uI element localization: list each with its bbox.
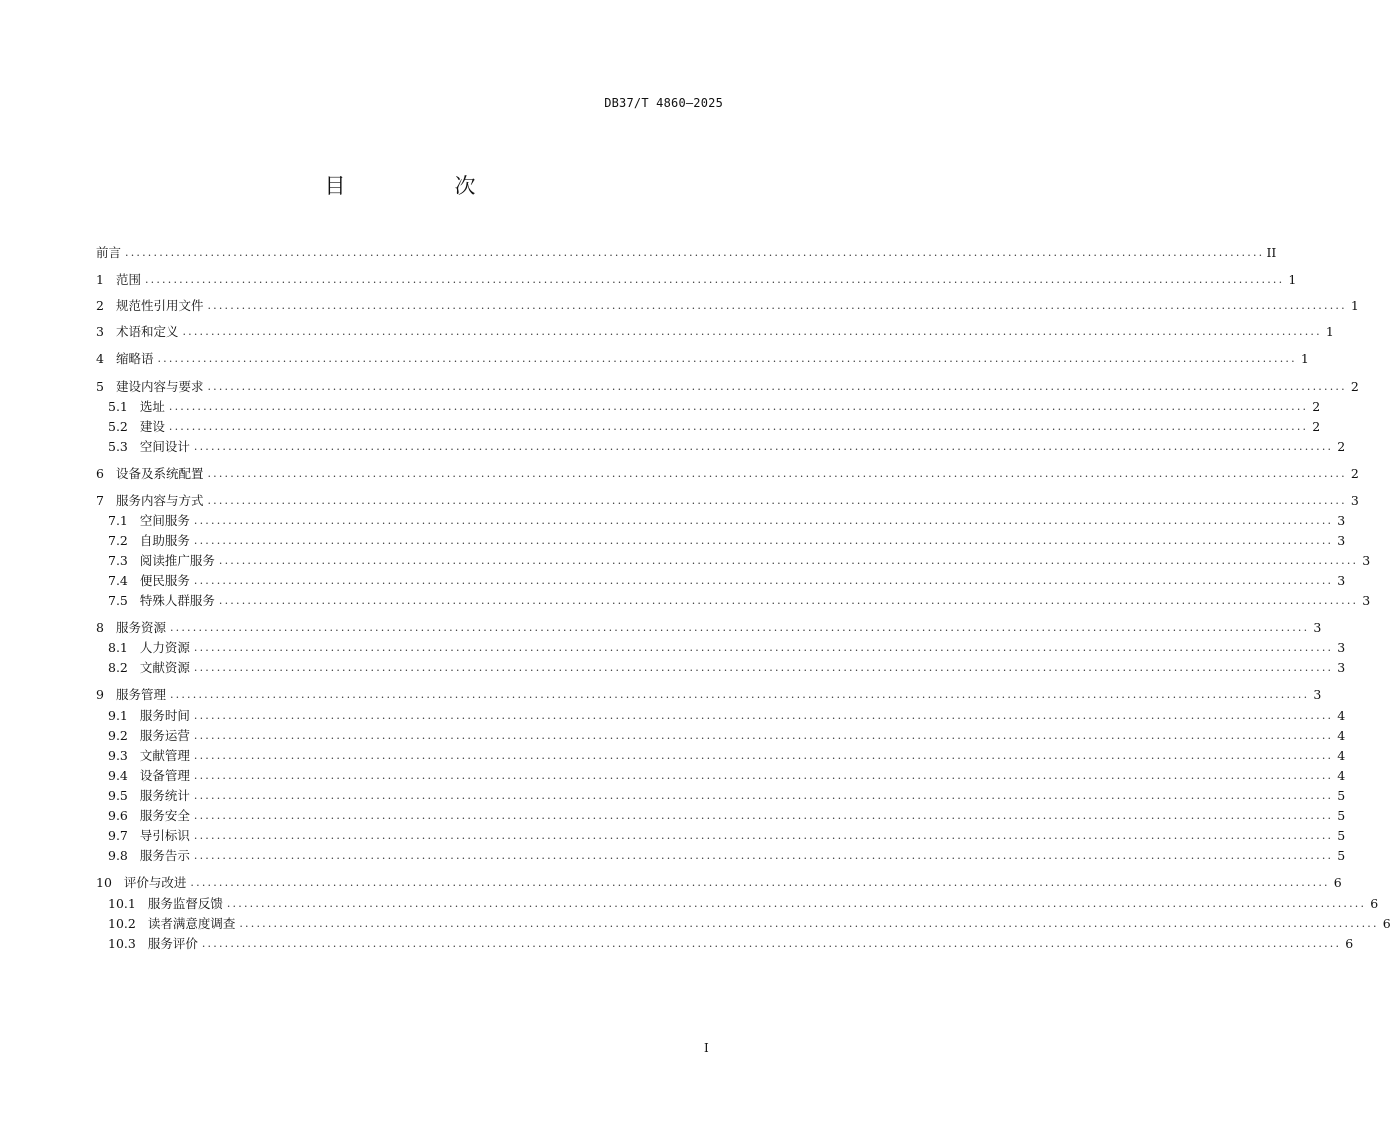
toc-entry-title: 选址 — [139, 399, 165, 414]
toc-entry-page: 5 — [1337, 788, 1346, 803]
toc-entry-title: 服务运营 — [139, 728, 190, 743]
toc-entry[interactable] — [96, 619, 1322, 637]
toc-entry[interactable] — [96, 438, 1346, 456]
toc-entry-number: 2 — [96, 298, 104, 313]
toc-entry-page: 6 — [1333, 875, 1342, 890]
toc-entry-page: 2 — [1312, 399, 1321, 414]
toc-entry-page: 1 — [1300, 351, 1309, 366]
toc-entry[interactable] — [96, 847, 1346, 865]
toc-entry[interactable] — [96, 639, 1346, 657]
toc-entry-title: 服务监督反馈 — [147, 896, 223, 911]
toc-leader-dots: ........................................................................................................................................................................................................ — [169, 621, 1310, 634]
toc-entry[interactable] — [96, 492, 1359, 510]
toc-leader-dots: ........................................................................................................................................................................................................ — [157, 352, 1297, 365]
toc-entry-page: 4 — [1337, 728, 1346, 743]
toc-entry-title: 服务时间 — [139, 708, 190, 723]
toc-entry[interactable] — [96, 686, 1322, 704]
toc-leader-dots: ........................................................................................................................................................................................................ — [168, 420, 1309, 433]
page-title: 目 次 — [324, 174, 520, 198]
toc-entry-page: 5 — [1337, 808, 1346, 823]
toc-entry-title: 设备管理 — [139, 768, 190, 783]
toc-entry-title: 便民服务 — [139, 573, 190, 588]
toc-entry-title: 服务内容与方式 — [115, 493, 204, 508]
toc-leader-dots: ........................................................................................................................................................................................................ — [207, 467, 1347, 480]
toc-entry-number: 9.6 — [108, 808, 128, 823]
toc-entry[interactable] — [96, 350, 1309, 368]
toc-entry-number: 9.2 — [108, 728, 128, 743]
toc-entry-title: 建设内容与要求 — [115, 379, 204, 394]
toc-entry-number: 5.3 — [108, 439, 128, 454]
toc-entry[interactable] — [96, 727, 1346, 745]
toc-entry[interactable] — [96, 271, 1297, 289]
toc-entry[interactable] — [96, 807, 1346, 825]
toc-leader-dots: ........................................................................................................................................................................................................ — [193, 829, 1334, 842]
toc-leader-dots: ........................................................................................................................................................................................................ — [125, 246, 1265, 259]
toc-leader-dots: ........................................................................................................................................................................................................ — [193, 709, 1334, 722]
toc-entry-number: 9.5 — [108, 788, 128, 803]
toc-entry-page: 4 — [1337, 748, 1346, 763]
toc-leader-dots: ........................................................................................................................................................................................................ — [193, 641, 1334, 654]
toc-entry-number: 8 — [96, 620, 104, 635]
toc-entry-number: 5.1 — [108, 399, 128, 414]
toc-entry-page: 4 — [1337, 708, 1346, 723]
toc-entry[interactable] — [96, 935, 1354, 953]
toc-entry[interactable] — [96, 895, 1379, 913]
toc-entry-number: 9.1 — [108, 708, 128, 723]
toc-entry-page: 5 — [1337, 848, 1346, 863]
toc-entry-title: 人力资源 — [139, 640, 190, 655]
toc-entry-title: 空间服务 — [139, 513, 190, 528]
toc-entry-number: 7.5 — [108, 593, 128, 608]
toc-leader-dots: ........................................................................................................................................................................................................ — [190, 876, 1330, 889]
toc-entry-title: 缩略语 — [115, 351, 154, 366]
toc-entry[interactable] — [96, 244, 1277, 262]
toc-entry[interactable] — [96, 787, 1346, 805]
toc-leader-dots: ........................................................................................................................................................................................................ — [169, 688, 1310, 701]
toc-entry[interactable] — [96, 418, 1321, 436]
toc-leader-dots: ........................................................................................................................................................................................................ — [201, 937, 1342, 950]
toc-leader-dots: ........................................................................................................................................................................................................ — [193, 534, 1334, 547]
toc-entry-page: 1 — [1325, 324, 1334, 339]
toc-entry-title: 评价与改进 — [123, 875, 187, 890]
toc-entry[interactable] — [96, 915, 1391, 933]
toc-leader-dots: ........................................................................................................................................................................................................ — [226, 897, 1367, 910]
toc-entry-title: 文献管理 — [139, 748, 190, 763]
toc-entry-page: 2 — [1350, 379, 1359, 394]
toc-entry-title: 范围 — [115, 272, 141, 287]
toc-entry-number: 9 — [96, 687, 104, 702]
toc-entry-number: 9.3 — [108, 748, 128, 763]
toc-leader-dots: ........................................................................................................................................................................................................ — [239, 917, 1379, 930]
toc-entry-title: 服务安全 — [139, 808, 190, 823]
toc-entry[interactable] — [96, 297, 1359, 315]
toc-entry-number: 10.2 — [108, 916, 136, 931]
toc-entry[interactable] — [96, 512, 1346, 530]
toc-entry-page: 2 — [1337, 439, 1346, 454]
toc-entry[interactable] — [96, 465, 1359, 483]
toc-entry-page: 1 — [1350, 298, 1359, 313]
toc-entry-number: 10 — [96, 875, 112, 890]
toc-entry-page: 2 — [1312, 419, 1321, 434]
toc-entry[interactable] — [96, 767, 1346, 785]
toc-leader-dots: ........................................................................................................................................................................................................ — [193, 574, 1334, 587]
toc-entry-title: 规范性引用文件 — [115, 298, 204, 313]
toc-entry-page: 3 — [1362, 593, 1371, 608]
toc-leader-dots: ........................................................................................................................................................................................................ — [193, 849, 1334, 862]
toc-entry[interactable] — [96, 747, 1346, 765]
toc-leader-dots: ........................................................................................................................................................................................................ — [218, 594, 1359, 607]
toc-entry-number: 7.2 — [108, 533, 128, 548]
toc-entry[interactable] — [96, 659, 1346, 677]
toc-entry-page: 3 — [1337, 573, 1346, 588]
toc-entry-page: 6 — [1382, 916, 1391, 931]
toc-leader-dots: ........................................................................................................................................................................................................ — [193, 729, 1334, 742]
toc-entry-page: 4 — [1337, 768, 1346, 783]
toc-entry-title: 前言 — [96, 245, 122, 260]
toc-entry-page: 6 — [1345, 936, 1354, 951]
toc-entry-title: 空间设计 — [139, 439, 190, 454]
toc-leader-dots: ........................................................................................................................................................................................................ — [193, 514, 1334, 527]
toc-entry-page: 2 — [1350, 466, 1359, 481]
toc-entry[interactable] — [96, 532, 1346, 550]
toc-entry-title: 导引标识 — [139, 828, 190, 843]
toc-entry-page: 3 — [1362, 553, 1371, 568]
toc-entry-title: 服务评价 — [147, 936, 198, 951]
toc-entry-page: 3 — [1313, 687, 1322, 702]
toc-entry-title: 自助服务 — [139, 533, 190, 548]
toc-entry-title: 文献资源 — [139, 660, 190, 675]
document-code: DB37/T 4860—2025 — [604, 96, 723, 110]
toc-entry-number: 7.3 — [108, 553, 128, 568]
toc-entry-number: 6 — [96, 466, 104, 481]
toc-entry[interactable] — [96, 874, 1342, 892]
toc-entry-number: 8.1 — [108, 640, 128, 655]
toc-leader-dots: ........................................................................................................................................................................................................ — [193, 789, 1334, 802]
toc-leader-dots: ........................................................................................................................................................................................................ — [207, 299, 1347, 312]
toc-leader-dots: ........................................................................................................................................................................................................ — [193, 661, 1334, 674]
toc-entry-number: 8.2 — [108, 660, 128, 675]
toc-entry-title: 特殊人群服务 — [139, 593, 215, 608]
toc-entry-page: 5 — [1337, 828, 1346, 843]
toc-entry-page: 3 — [1313, 620, 1322, 635]
toc-leader-dots: ........................................................................................................................................................................................................ — [182, 325, 1322, 338]
toc-entry-page: 3 — [1337, 640, 1346, 655]
toc-leader-dots: ........................................................................................................................................................................................................ — [207, 494, 1347, 507]
toc-entry-page: II — [1266, 245, 1277, 260]
toc-entry-title: 服务管理 — [115, 687, 166, 702]
toc-entry-page: 3 — [1337, 660, 1346, 675]
toc-entry-page: 3 — [1337, 513, 1346, 528]
toc-entry[interactable] — [96, 378, 1359, 396]
toc-leader-dots: ........................................................................................................................................................................................................ — [144, 273, 1285, 286]
toc-entry-number: 10.1 — [108, 896, 136, 911]
toc-entry[interactable] — [96, 398, 1321, 416]
toc-entry[interactable] — [96, 552, 1371, 570]
toc-entry-number: 5.2 — [108, 419, 128, 434]
toc-entry-number: 9.7 — [108, 828, 128, 843]
toc-leader-dots: ........................................................................................................................................................................................................ — [193, 749, 1334, 762]
toc-entry-number: 9.8 — [108, 848, 128, 863]
toc-entry[interactable] — [96, 572, 1346, 590]
toc-entry-number: 1 — [96, 272, 104, 287]
toc-entry-number: 10.3 — [108, 936, 136, 951]
toc-entry[interactable] — [96, 592, 1371, 610]
toc-leader-dots: ........................................................................................................................................................................................................ — [207, 380, 1347, 393]
toc-entry-page: 3 — [1337, 533, 1346, 548]
toc-entry-number: 7.1 — [108, 513, 128, 528]
toc-entry-title: 读者满意度调查 — [147, 916, 236, 931]
toc-entry-page: 3 — [1350, 493, 1359, 508]
toc-entry-title: 术语和定义 — [115, 324, 179, 339]
toc-entry-title: 阅读推广服务 — [139, 553, 215, 568]
toc-entry-number: 3 — [96, 324, 104, 339]
toc-entry-number: 7 — [96, 493, 104, 508]
toc-entry[interactable] — [96, 707, 1346, 725]
toc-entry-number: 4 — [96, 351, 104, 366]
toc-entry-number: 7.4 — [108, 573, 128, 588]
toc-entry-title: 服务告示 — [139, 848, 190, 863]
toc-leader-dots: ........................................................................................................................................................................................................ — [193, 440, 1334, 453]
toc-entry-title: 设备及系统配置 — [115, 466, 204, 481]
toc-leader-dots: ........................................................................................................................................................................................................ — [193, 809, 1334, 822]
toc-entry-title: 服务资源 — [115, 620, 166, 635]
toc-entry[interactable] — [96, 827, 1346, 845]
toc-leader-dots: ........................................................................................................................................................................................................ — [218, 554, 1359, 567]
toc-entry[interactable] — [96, 323, 1334, 341]
toc-leader-dots: ........................................................................................................................................................................................................ — [168, 400, 1309, 413]
page-number: I — [704, 1041, 709, 1055]
toc-leader-dots: ........................................................................................................................................................................................................ — [193, 769, 1334, 782]
toc-entry-page: 1 — [1288, 272, 1297, 287]
toc-entry-title: 服务统计 — [139, 788, 190, 803]
toc-entry-page: 6 — [1370, 896, 1379, 911]
toc-entry-number: 9.4 — [108, 768, 128, 783]
toc-entry-number: 5 — [96, 379, 104, 394]
toc-entry-title: 建设 — [139, 419, 165, 434]
